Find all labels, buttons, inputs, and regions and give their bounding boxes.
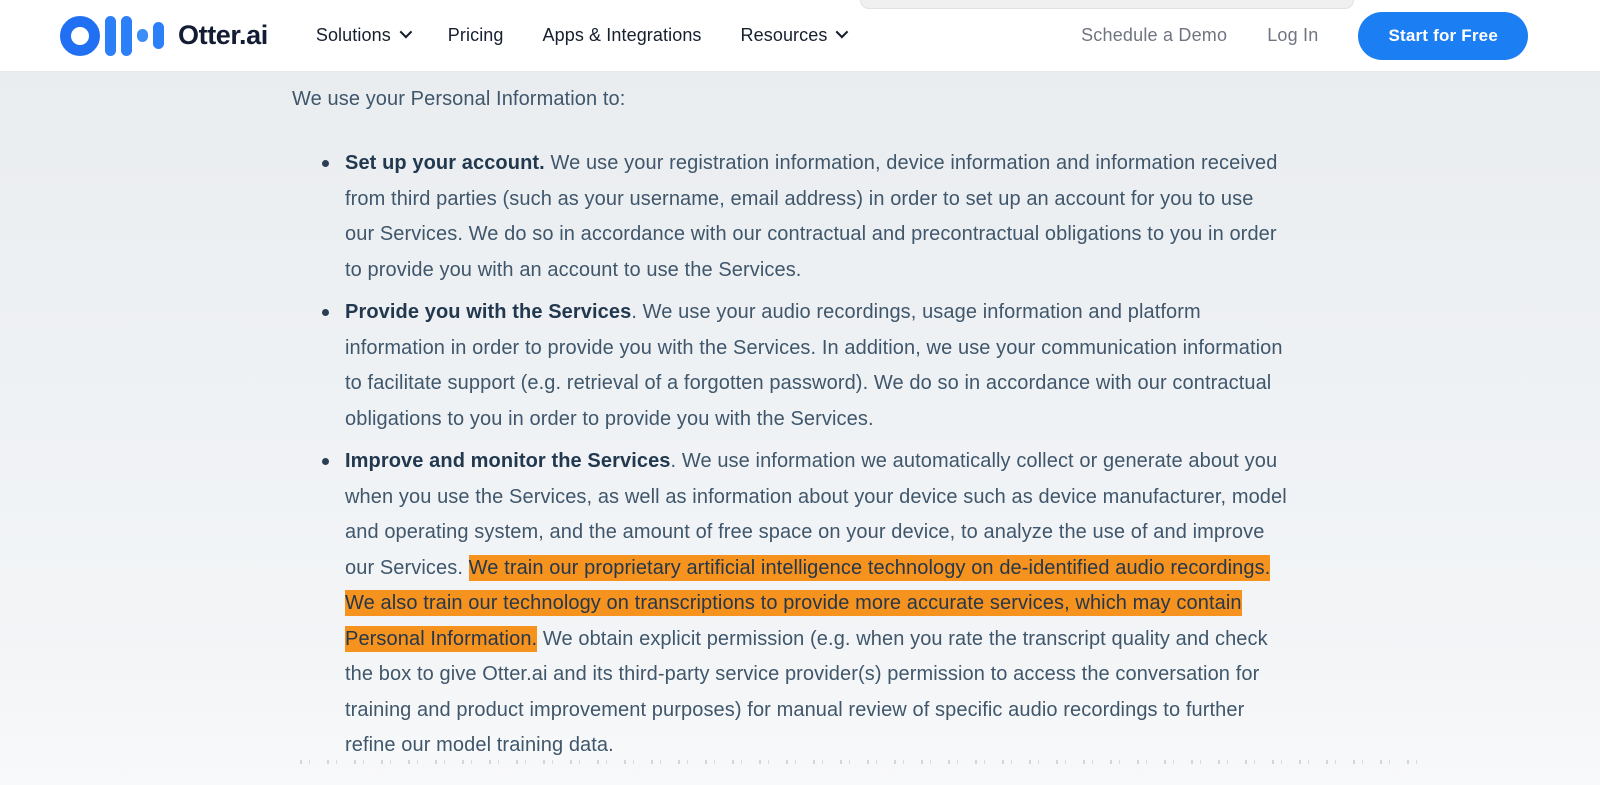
clipped-next-line [300, 760, 1425, 764]
schedule-demo-link[interactable]: Schedule a Demo [1081, 25, 1228, 45]
bullet-body: . We use information we automatically collect or generate about you when you use the Services, as well as information about your device such as device manufacturer, model and operating system, and the amount of free space on your device, to analyze the use of and improve our Services. [345, 450, 1287, 579]
list-item-provide-services [345, 295, 1287, 437]
start-for-free-button[interactable]: Start for Free [1358, 12, 1528, 60]
bullet-lead: Improve and monitor the Services [345, 450, 671, 472]
primary-nav [316, 25, 846, 46]
nav-item-solutions[interactable]: Solutions [316, 25, 409, 46]
otter-logo-icon [60, 14, 164, 58]
bullet-body: . We use your audio recordings, usage information and platform information in order to provide you with the Services. In addition, we use your communication information to facilitate support (e.g. retrieval of a forgotten password). We do so in accordance with our contractual obligations to you in order to provide you with the Services. [345, 301, 1283, 430]
secondary-nav [1081, 12, 1528, 60]
section-intro: We use your Personal Information to: [292, 88, 626, 110]
bullet-body: We use your registration information, device information and information received from third parties (such as your username, email address) in order to set up an account for you to use our Services. We do so in accordance with our contractual and precontractual obligations to you in order to provide you with an account to use the Services. [345, 152, 1278, 281]
privacy-policy-content [0, 72, 1600, 764]
brand-wordmark: Otter.ai [178, 20, 268, 50]
login-link[interactable]: Log In [1267, 25, 1319, 45]
otter-logo[interactable] [60, 14, 268, 58]
nav-item-pricing[interactable]: Pricing [447, 25, 504, 45]
top-navbar [0, 0, 1600, 72]
bullet-lead: Provide you with the Services [345, 301, 632, 323]
chevron-down-icon [399, 26, 412, 39]
purpose-list [292, 146, 1600, 764]
highlighted-ai-training-text: We train our proprietary artificial intelligence technology on de-identified audio recordings. We also train our technology on transcriptions to provide more accurate services, which may contain Personal Information. [345, 556, 1271, 650]
nav-item-apps-integrations[interactable]: Apps & Integrations [542, 25, 702, 45]
bullet-body: We obtain explicit permission (e.g. when you rate the transcript quality and check the box to give Otter.ai and its third-party service provider(s) permission to access the conversation for training and product improvement purposes) for manual review of specific audio recordings to further refine our model training data. [345, 627, 1268, 756]
list-item-setup-account [345, 146, 1287, 288]
list-item-improve-monitor [345, 444, 1287, 764]
nav-item-resources[interactable]: Resources [741, 25, 846, 46]
chevron-down-icon [836, 26, 849, 39]
bullet-lead: Set up your account. [345, 152, 545, 174]
scrolled-banner-remnant [860, 0, 1354, 9]
